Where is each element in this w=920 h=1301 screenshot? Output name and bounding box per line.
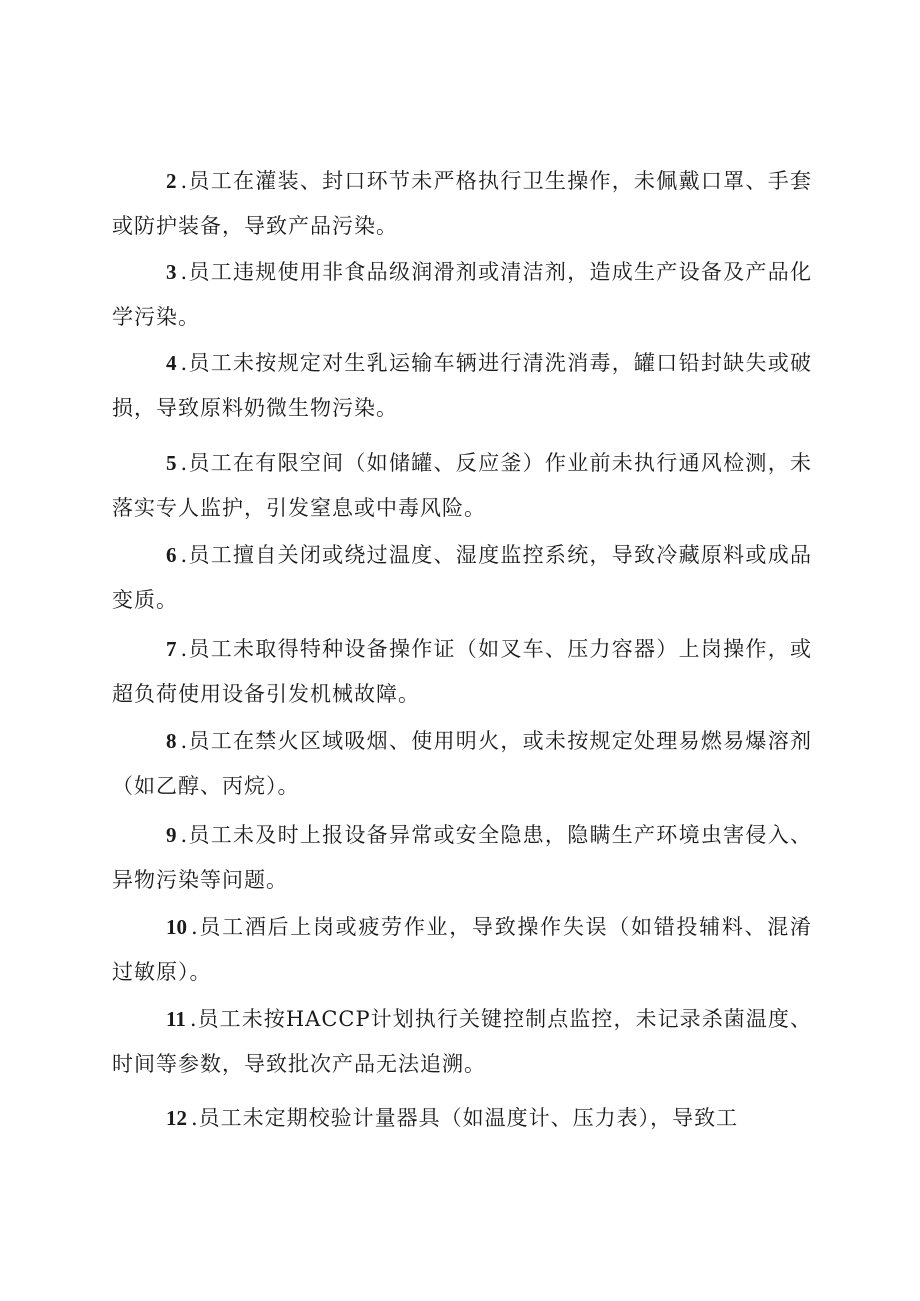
list-item — [112, 997, 812, 1087]
item-text: .员工违规使用非食品级润滑剂或清洁剂，造成生产设备及产品化学污染。 — [112, 260, 812, 329]
item-text: .员工擅自关闭或绕过温度、湿度监控系统，导致冷藏原料或成品变质。 — [112, 543, 812, 612]
item-text: .员工未按规定对生乳运输车辆进行清洗消毒，罐口铅封缺失或破损，导致原料奶微生物污染。 — [112, 351, 812, 420]
list-item — [112, 341, 812, 431]
item-text: .员工在禁火区域吸烟、使用明火，或未按规定处理易燃易爆溶剂（如乙醇、丙烷）。 — [112, 729, 812, 798]
item-text: .员工未按HACCP计划执行关键控制点监控，未记录杀菌温度、时间等参数，导致批次产品无法追溯。 — [112, 1007, 812, 1076]
item-text: .员工未定期校验计量器具（如温度计、压力表），导致工 — [191, 1106, 739, 1130]
item-number: 8 — [166, 729, 177, 753]
list-item — [112, 1096, 812, 1141]
list-item — [112, 159, 812, 249]
list-item — [112, 905, 812, 995]
item-number: 5 — [166, 451, 177, 475]
item-number: 12 — [166, 1106, 187, 1130]
item-text: .员工在有限空间（如储罐、反应釜）作业前未执行通风检测，未落实专人监护，引发窒息或中毒风险。 — [112, 451, 812, 520]
item-number: 2 — [166, 169, 177, 193]
list-item — [112, 533, 812, 623]
item-text: .员工在灌装、封口环节未严格执行卫生操作，未佩戴口罩、手套或防护装备，导致产品污染。 — [112, 169, 812, 238]
item-text: .员工酒后上岗或疲劳作业，导致操作失误（如错投辅料、混淆过敏原）。 — [112, 915, 812, 984]
list-item — [112, 627, 812, 717]
list-item — [112, 250, 812, 340]
list-item — [112, 813, 812, 903]
item-number: 10 — [166, 915, 187, 939]
item-number: 7 — [166, 637, 177, 661]
item-text: .员工未取得特种设备操作证（如叉车、压力容器）上岗操作，或超负荷使用设备引发机械故障。 — [112, 637, 812, 706]
item-text: .员工未及时上报设备异常或安全隐患，隐瞒生产环境虫害侵入、异物污染等问题。 — [112, 823, 812, 892]
item-number: 3 — [166, 260, 177, 284]
item-number: 11 — [166, 1007, 186, 1031]
list-item — [112, 719, 812, 809]
list-item — [112, 441, 812, 531]
item-number: 6 — [166, 543, 177, 567]
item-number: 9 — [166, 823, 177, 847]
item-number: 4 — [166, 351, 177, 375]
